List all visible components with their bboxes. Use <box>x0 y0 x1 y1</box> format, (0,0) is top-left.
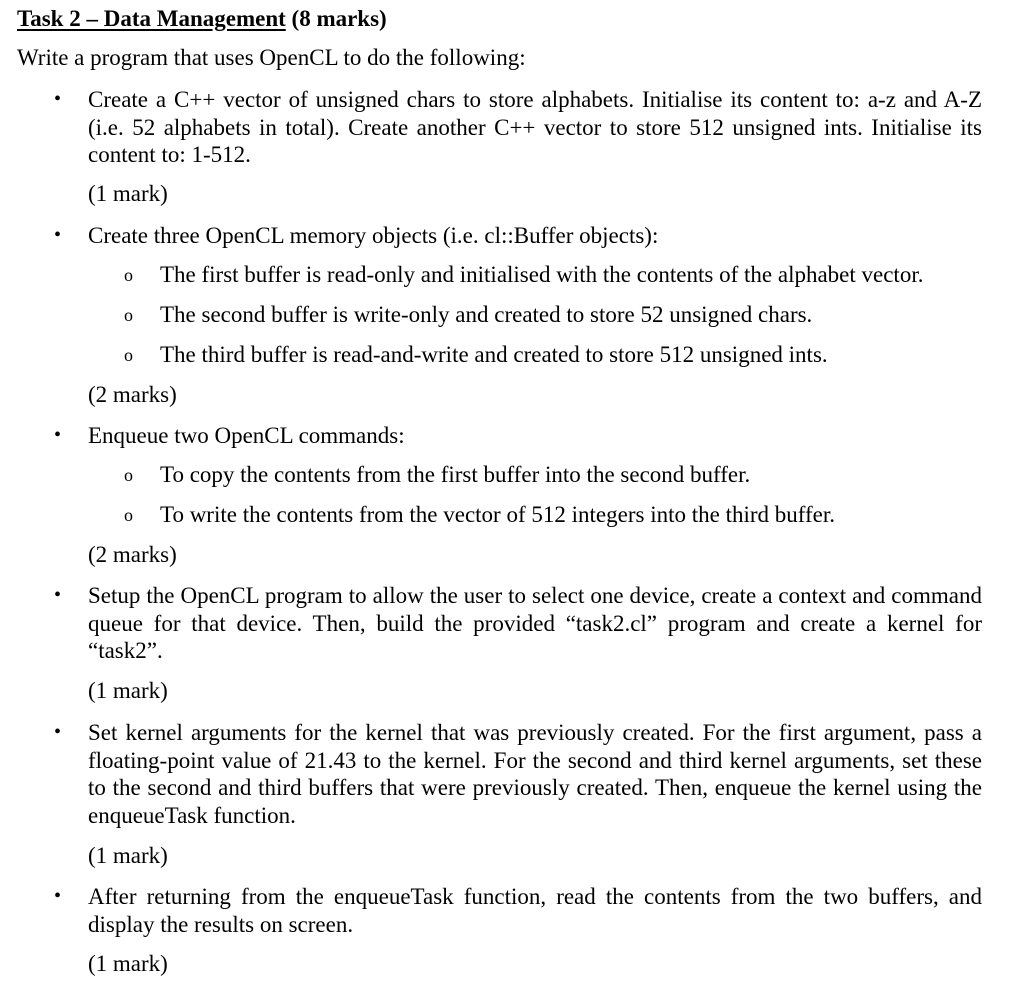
sub-bullet-icon: o <box>124 465 133 485</box>
requirement-2-sub-1: The first buffer is read-only and initialised with the contents of the alphabet vector. <box>160 262 924 287</box>
requirement-1-marks: (1 mark) <box>88 181 168 206</box>
requirement-1-text: Create a C++ vector of unsigned chars to store alphabets. Initialise its content to: a-z and A-Z (i.e. 52 alphabets in total). Create another C++ vector to store 512 unsigned ints. Initialise its content to: 1-512. <box>88 87 982 167</box>
requirement-4-text: Setup the OpenCL program to allow the user to select one device, create a context and command queue for that device. Then, build the provided “task2.cl” program and create a kernel for “task2”. <box>88 583 982 663</box>
task-title: Task 2 – Data Management <box>17 6 286 31</box>
requirement-3-text: Enqueue two OpenCL commands: <box>88 423 405 448</box>
requirement-3-sub-2: To write the contents from the vector of 512 integers into the third buffer. <box>160 502 836 527</box>
requirement-4-marks: (1 mark) <box>88 678 168 703</box>
requirement-2-marks: (2 marks) <box>88 382 177 407</box>
bullet-icon: • <box>54 224 62 246</box>
task-total-marks: (8 marks) <box>285 6 387 31</box>
requirement-3-sub-1: To copy the contents from the first buffer into the second buffer. <box>160 462 751 487</box>
sub-bullet-icon: o <box>124 305 133 325</box>
sub-bullet-icon: o <box>124 505 133 525</box>
bullet-icon: • <box>54 721 62 743</box>
requirement-5-marks: (1 mark) <box>88 843 168 868</box>
requirement-2-text: Create three OpenCL memory objects (i.e. cl::Buffer objects): <box>88 223 659 248</box>
bullet-icon: • <box>54 88 62 110</box>
requirement-6-text: After returning from the enqueueTask function, read the contents from the two buffers, and display the results on screen. <box>88 884 982 937</box>
requirement-2-sub-2: The second buffer is write-only and created to store 52 unsigned chars. <box>160 302 813 327</box>
sub-bullet-icon: o <box>124 345 133 365</box>
task-intro: Write a program that uses OpenCL to do the following: <box>17 45 526 70</box>
task-heading <box>17 5 387 33</box>
requirement-6-marks: (1 mark) <box>88 951 168 976</box>
sub-bullet-icon: o <box>124 265 133 285</box>
bullet-icon: • <box>54 424 62 446</box>
requirement-5-text: Set kernel arguments for the kernel that was previously created. For the first argument, pass a floating-point value of 21.43 to the kernel. For the second and third kernel arguments, set these to the second and third buffers that were previously created. Then, enqueue the kernel using the enqueueTask function. <box>88 720 982 828</box>
requirement-2-sub-3: The third buffer is read-and-write and created to store 512 unsigned ints. <box>160 342 828 367</box>
bullet-icon: • <box>54 584 62 606</box>
requirement-3-marks: (2 marks) <box>88 542 177 567</box>
bullet-icon: • <box>54 885 62 907</box>
